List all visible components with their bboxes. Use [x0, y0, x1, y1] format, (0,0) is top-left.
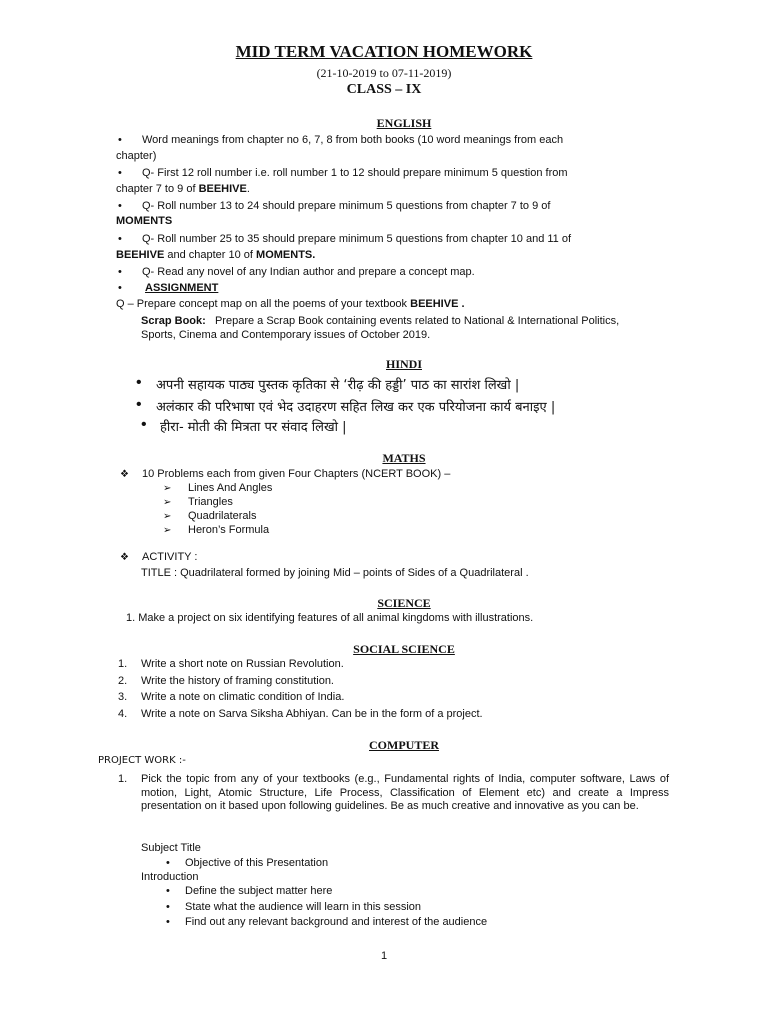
english-item-4-mid: and chapter 10 of [167, 249, 253, 261]
assignment-heading: ASSIGNMENT [145, 282, 219, 294]
bullet-icon: • [166, 901, 170, 913]
objective-item: Objective of this Presentation [185, 857, 329, 869]
subject-title: Subject Title [141, 842, 201, 854]
english-item-5: Q- Read any novel of any Indian author and prepare a concept map. [142, 266, 475, 278]
maths-chapter: Heron’s Formula [188, 524, 270, 536]
bullet-icon: • [118, 200, 122, 212]
moments-label: MOMENTS. [256, 249, 316, 261]
social-science-item: Write a short note on Russian Revolution. [141, 658, 344, 670]
intro-item: Find out any relevant background and interest of the audience [185, 916, 488, 928]
maths-item-1: 10 Problems each from given Four Chapters (NCERT BOOK) – [142, 468, 451, 480]
english-item-1-cont: chapter) [116, 150, 157, 162]
scrapbook-line-1 [141, 315, 619, 327]
hindi-item-3: हीरा- मोती की मित्रता पर संवाद लिखो | [160, 420, 347, 435]
english-item-3: Q- Roll number 13 to 24 should prepare minimum 5 questions from chapter 7 to 9 of [142, 200, 551, 212]
arrow-bullet-icon: ➢ [163, 511, 172, 522]
beehive-label: BEEHIVE . [410, 298, 465, 310]
bullet-icon: • [118, 282, 122, 294]
arrow-bullet-icon: ➢ [163, 497, 172, 508]
bullet-icon: • [118, 134, 122, 146]
list-number: 1. [118, 658, 128, 670]
scrapbook-line-2: Sports, Cinema and Contemporary issues of October 2019. [141, 329, 431, 341]
english-item-4: Q- Roll number 25 to 35 should prepare minimum 5 questions from chapter 10 and 11 of [142, 233, 572, 245]
bullet-icon: • [118, 266, 122, 278]
social-science-item: Write a note on climatic condition of India. [141, 691, 345, 703]
english-item-4-cont [116, 249, 315, 261]
hindi-item-2: अलंकार की परिभाषा एवं भेद उदाहरण सहित लिख कर एक परियोजना कार्य बनाइए | [156, 400, 556, 415]
arrow-bullet-icon: ➢ [163, 525, 172, 536]
list-number: 1. [118, 773, 128, 785]
introduction-label: Introduction [141, 871, 199, 883]
list-number: 4. [118, 708, 128, 720]
bullet-icon: • [166, 916, 170, 928]
science-heading: SCIENCE [377, 596, 431, 610]
english-item-2-end: . [246, 183, 250, 195]
project-work-label: PROJECT WORK :- [98, 755, 186, 766]
social-science-item: Write a note on Sarva Siksha Abhiyan. Can be in the form of a project. [141, 708, 483, 720]
assignment-question-text: Q – Prepare concept map on all the poems of your textbook [116, 298, 408, 310]
list-number: 2. [118, 675, 128, 687]
bullet-icon: • [166, 857, 170, 869]
activity-label: ACTIVITY : [142, 551, 198, 563]
page-title: MID TERM VACATION HOMEWORK [235, 42, 533, 61]
english-item-1: Word meanings from chapter no 6, 7, 8 from both books (10 word meanings from each [142, 134, 564, 146]
bullet-icon: • [141, 416, 147, 433]
maths-chapter: Quadrilaterals [188, 510, 257, 522]
social-science-heading: SOCIAL SCIENCE [353, 642, 455, 656]
english-item-2-text: chapter 7 to 9 of [116, 183, 196, 195]
hindi-heading: HINDI [385, 357, 422, 371]
scrapbook-text: Prepare a Scrap Book containing events related to National & International Politics, [214, 315, 620, 327]
science-item-1: 1. Make a project on six identifying features of all animal kingdoms with illustrations. [126, 612, 534, 624]
maths-chapter: Triangles [188, 496, 233, 508]
bullet-icon: • [136, 396, 142, 413]
activity-title: TITLE : Quadrilateral formed by joining Mid – points of Sides of a Quadrilateral . [141, 567, 529, 579]
computer-item-1: Pick the topic from any of your textbooks (e.g., Fundamental rights of India, computer software, Laws of motion, Light, Atomic Structure, Life Process, Classification of Element etc) and create a Impress presentation on it based upon following guidelines. Be as much creative and innovative as you can be. [141, 773, 669, 813]
bullet-icon: • [166, 885, 170, 897]
social-science-item: Write the history of framing constitution. [141, 675, 334, 687]
intro-item: State what the audience will learn in this session [185, 901, 422, 913]
english-heading: ENGLISH [376, 116, 432, 130]
hindi-item-1: अपनी सहायक पाठ्य पुस्तक कृतिका से ‘रीढ़ की हड्डी’ पाठ का सारांश लिखो | [156, 378, 520, 393]
beehive-label: BEEHIVE [116, 249, 165, 261]
list-number: 3. [118, 691, 128, 703]
maths-heading: MATHS [382, 451, 426, 465]
bullet-icon: • [118, 167, 122, 179]
diamond-bullet-icon: ❖ [120, 552, 129, 563]
scrapbook-label: Scrap Book: [141, 315, 206, 327]
class-label: CLASS – IX [346, 82, 422, 97]
computer-heading: COMPUTER [369, 738, 439, 752]
intro-item: Define the subject matter here [185, 885, 333, 897]
assignment-question [116, 298, 465, 310]
arrow-bullet-icon: ➢ [163, 483, 172, 494]
beehive-label: BEEHIVE [198, 183, 247, 195]
page-number: 1 [380, 950, 388, 962]
moments-label: MOMENTS [116, 215, 173, 227]
english-item-2: Q- First 12 roll number i.e. roll number 1 to 12 should prepare minimum 5 question from [142, 167, 568, 179]
bullet-icon: • [136, 374, 142, 391]
english-item-2-cont [116, 183, 250, 195]
maths-chapter: Lines And Angles [188, 482, 273, 494]
date-range: (21-10-2019 to 07-11-2019) [316, 66, 452, 80]
bullet-icon: • [118, 233, 122, 245]
diamond-bullet-icon: ❖ [120, 469, 129, 480]
